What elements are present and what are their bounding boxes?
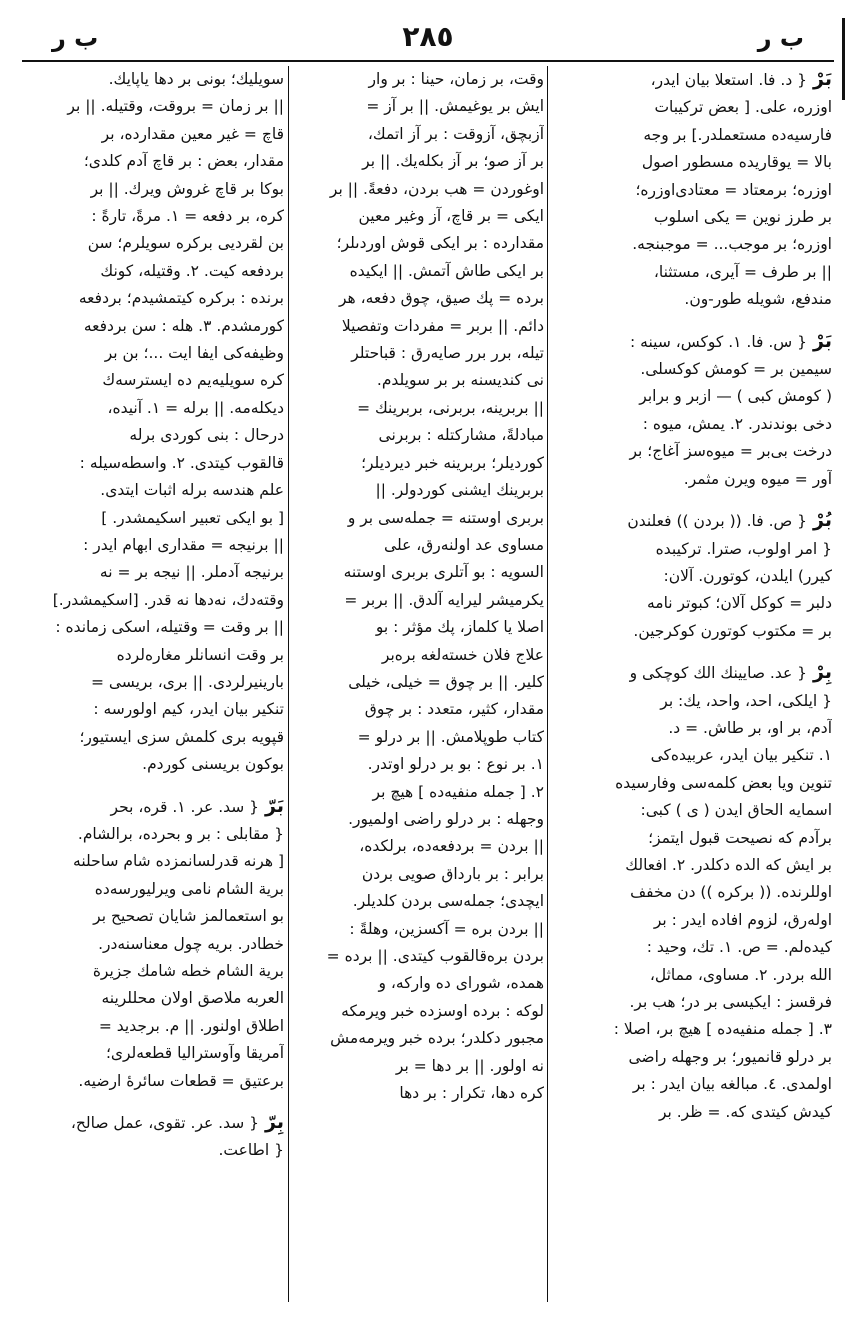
entry-line: [292, 943, 544, 970]
text-column-right: [552, 66, 832, 1302]
entry-line: [26, 505, 284, 532]
entry-text: كلير. || بر چوق = خيلى، خيلى: [348, 672, 544, 691]
entry-line: [552, 907, 832, 934]
entry-text: اصلا يا كلماز، پك مؤثر : بو: [375, 618, 544, 637]
entry-text: || بر زمان = بروقت، وقتيله. || بر: [67, 97, 284, 116]
entry-text: سويليك؛ بونى بر دها ياپايك.: [108, 70, 284, 88]
entry-text: الله بردر. ٢. مساوى، مماثل،: [649, 965, 832, 984]
entry-text: دلبر = كوكل آلان؛ كبوتر نامه: [646, 594, 832, 613]
entry-line: [292, 340, 544, 367]
entry-text: ١. بر نوع : بو بر درلو اوتدر.: [367, 755, 544, 774]
entry-text: بر = مكتوب كوتورن كوكرجين.: [633, 621, 832, 640]
entry-headword: بِرْ: [813, 661, 832, 684]
entry-line: [292, 916, 544, 943]
entry-text: ٢. [ جمله منفيه‌ده ] هيچ بر: [372, 782, 544, 801]
entry-text: تنوين ويا بعض كلمه‌سى وفارسيده: [615, 773, 832, 792]
entry-headword: بِرّ: [265, 1111, 284, 1134]
entry-line: [292, 230, 544, 257]
entry-text: نى كنديسنه بر بر سويلدم.: [376, 371, 544, 390]
entry-text: { د. فا. استعلا بيان ايدر،: [650, 71, 808, 89]
entry-line: [292, 121, 544, 148]
entry-text: وجهله : بر درلو راضى اولميور.: [348, 809, 544, 828]
entry-line: [552, 177, 832, 204]
entry-line: [26, 958, 284, 985]
entry-text: بر وقت انسانلر مغاره‌لرده: [116, 645, 284, 664]
entry-text: درخت بى‌بر = ميوه‌سز آغاج؛ بر: [629, 442, 832, 461]
entry-line: [292, 724, 544, 751]
entry-line: [26, 876, 284, 903]
entry-text: دخى بوندندر. ٢. يمش، ميوه :: [642, 414, 832, 433]
page-header: [22, 20, 834, 60]
entry-text: علم هندسه برله اثبات ايتدى.: [100, 481, 284, 500]
entry-line: [292, 888, 544, 915]
entry-text: مبادلةً، مشاركتله : بربرنى: [378, 426, 544, 445]
entry-text: { ص. فا. (( بردن )) فعلندن: [627, 512, 808, 531]
entry-line: [552, 328, 832, 356]
entry-line: [292, 148, 544, 175]
entry-text: مقدار، بعض : بر قاچ آدم كلدى؛: [83, 152, 284, 171]
entry-line: [292, 258, 544, 285]
entry-text: كيده‌لم. = ص. ١. تك، وحيد :: [646, 938, 832, 957]
entry-line: [292, 176, 544, 203]
entry-line: [292, 66, 544, 93]
entry-line: [26, 477, 284, 504]
entry-line: [26, 903, 284, 930]
entry-text: بن لقرديى بركره سويلرم؛ سن: [87, 234, 284, 253]
entry-line: [26, 532, 284, 559]
entry-text: وظيفه‌كى ايفا ايت ...؛ بن بر: [104, 344, 284, 363]
entry-text: مساوى عد اولنه‌رق، على: [384, 535, 544, 554]
entry-line: [552, 1016, 832, 1043]
entry-line: [292, 998, 544, 1025]
entry-line: [552, 94, 832, 121]
entry-line: [26, 230, 284, 257]
entry-line: [552, 715, 832, 742]
entry-text: ايش بر يوغيمش. || بر آز =: [366, 97, 544, 116]
entry-line: [26, 367, 284, 394]
entry-line: [292, 696, 544, 723]
entry-text: درحال : بنى كوردى برله: [129, 426, 284, 445]
entry-line: [552, 879, 832, 906]
entry-headword: بَرْ: [813, 329, 832, 352]
entry-line: [552, 438, 832, 465]
entry-text: بر طرز نوين = يكى اسلوب: [653, 208, 832, 227]
entry-line: [292, 367, 544, 394]
entry-text: علاج فلان خسته‌لغه بره‌بر: [381, 645, 544, 664]
header-left-label: ب ر: [52, 24, 99, 52]
entry-text: ( كومش كبى ) — ازبر و برابر: [639, 387, 832, 406]
entry-text: { ايلكى، احد، واحد، يك: بر: [660, 691, 832, 710]
entry-line: [552, 411, 832, 438]
entry-text: كره، بر دفعه = ١. مرةً، تارةً :: [91, 207, 284, 226]
entry-line: [552, 149, 832, 176]
entry-text: بردفعه كيت. ٢. وقتيله، كونك: [100, 261, 284, 280]
dictionary-entry: [26, 793, 284, 1095]
entry-line: [26, 793, 284, 821]
entry-line: [552, 1099, 832, 1126]
entry-text: مقدار، كثير، متعدد : بر چوق: [364, 700, 544, 719]
entry-text: برية الشام نامى ويرليورسه‌ده: [94, 879, 284, 898]
entry-text: بو استعمالمز شايان تصحيح بر: [93, 907, 284, 926]
entry-text: { اطاعت.: [218, 1141, 284, 1160]
entry-line: [292, 505, 544, 532]
entry-text: برية الشام خطه شامك جزيرة: [92, 962, 284, 980]
entry-text: قپويه برى كلمش‌ سزى ايستيور؛: [79, 727, 284, 746]
entry-line: [26, 203, 284, 230]
entry-text: اطلاق اولنور. || م. برجديد =: [98, 1016, 284, 1035]
entry-text: || برنيجه = مقدارى ابهام ايدر :: [83, 535, 284, 554]
entry-text: || بردن = بردفعه‌ده، برلكده،: [359, 837, 544, 856]
entry-headword: بَرْ: [813, 68, 832, 90]
entry-text: اولمدى. ٤. مبالغه بيان ايدر : بر: [632, 1075, 832, 1094]
entry-line: [26, 121, 284, 148]
entry-line: [292, 477, 544, 504]
entry-text: برآدم كه نصيحت قبول ايتمز؛: [648, 828, 832, 847]
entry-text: العربه ملاصق اولان محللرينه: [101, 989, 284, 1008]
entry-line: [552, 1071, 832, 1098]
entry-text: سيمين بر = كومش كوكسلى.: [640, 360, 832, 379]
entry-line: [292, 751, 544, 778]
dictionary-entry: [26, 1109, 284, 1165]
entry-line: [552, 688, 832, 715]
entry-line: [292, 806, 544, 833]
entry-line: [292, 559, 544, 586]
entry-text: { عد. صايينك الك كوچكى و: [629, 664, 808, 683]
entry-line: [26, 422, 284, 449]
entry-line: [292, 395, 544, 422]
entry-line: [552, 204, 832, 231]
entry-text: بر ايش كه الده دكلدر. ٢. افعالك: [625, 855, 832, 874]
entry-text: لوكه : برده اوسزده خبر ويرمكه: [341, 1001, 544, 1020]
entry-line: [552, 466, 832, 493]
entry-line: [552, 286, 832, 313]
entry-text: آزبچق، آزوقت : بر آز اتمك،: [367, 124, 544, 143]
entry-line: [292, 587, 544, 614]
entry-text: كيرر) ايلدن، كوتورن. آلان:: [663, 566, 832, 585]
entry-line: [552, 742, 832, 769]
entry-text: اولەرق، لزوم افاده ايدر : بر: [653, 910, 832, 929]
entry-line: [552, 962, 832, 989]
entry-text: يكرميشر ليرايه آلدق. || بربر =: [344, 590, 544, 609]
entry-text: { س. فا. ١. كوكس، سينه :: [630, 332, 808, 351]
entry-line: [26, 176, 284, 203]
entry-line: [26, 340, 284, 367]
entry-line: [292, 1080, 544, 1107]
entry-text: برنده : بركره كيتمشيدم؛ بردفعه: [78, 289, 284, 308]
entry-text: مقدارده : بر ايكى قوش اوردىلر؛: [336, 234, 544, 253]
entry-text: { سد. عر. تقوى، عمل صالح،: [70, 1114, 260, 1133]
entry-text: || بربرينه، بربرنى، بربرينك =: [357, 398, 544, 417]
dictionary-entry: [552, 66, 832, 314]
entry-line: [552, 356, 832, 383]
entry-text: بالا = يوقاريده مسطور اصول: [641, 153, 832, 172]
entry-text: السويه : بو آتلرى بربرى اوستنه: [343, 563, 544, 582]
entry-line: [552, 618, 832, 645]
entry-text: بربرينك ايشنى كوردولر. ||: [375, 481, 544, 500]
entry-line: [552, 1044, 832, 1071]
entry-text: اوغوردن = هب بردن، دفعةً. || بر: [329, 179, 544, 198]
entry-text: آور = ميوه ويرن مثمر.: [683, 469, 832, 488]
entry-line: [26, 821, 284, 848]
text-column-left: [26, 66, 284, 1302]
entry-text: بر آز صو؛ بر آز بكله‌يك. || بر: [362, 152, 544, 171]
entry-text: بردن بره‌قالقوب كيتدى. || برده =: [326, 947, 544, 965]
entry-text: اوزره؛ بر موجب... = موجبنجه.: [632, 235, 832, 254]
entry-text: { مقابلى : بر و بحرده، برالشام.: [77, 824, 284, 843]
entry-text: بر ايكى طاش آتمش. || ايكيده: [349, 261, 544, 280]
dictionary-entry: [292, 66, 544, 1107]
entry-line: [552, 852, 832, 879]
entry-line: [26, 559, 284, 586]
entry-text: اوزره، على. [ بعض تركيبات: [654, 98, 832, 117]
dictionary-entry: [552, 328, 832, 493]
entry-line: [292, 532, 544, 559]
entry-text: بوكا بر قاچ غروش ويرك. || بر: [90, 179, 284, 198]
entry-text: فرقسز : ايكيسى بر در؛ هب بر.: [629, 993, 832, 1011]
entry-line: [26, 258, 284, 285]
entry-headword: بُرْ: [813, 509, 832, 532]
entry-text: فارسيه‌ده مستعملدر.] بر وجه: [643, 125, 832, 144]
header-right-label: ب ر: [757, 24, 804, 52]
entry-text: وقت، بر زمان، حينا : بر وار: [368, 70, 544, 88]
column-divider: [547, 66, 548, 1302]
entry-text: اسمايه الحاق ايدن ( ى ) كبى:: [640, 801, 832, 820]
entry-text: كيدش كيتدى كه. = ظر. بر: [658, 1102, 832, 1121]
entry-text: كتاب طوپلامش. || بر درلو =: [357, 727, 544, 746]
header-rule: [22, 60, 834, 62]
entry-text: دائم. || بربر = مفردات وتفصيلا: [341, 316, 544, 335]
entry-line: [292, 285, 544, 312]
dictionary-entry: [552, 659, 832, 1126]
entry-line: [26, 931, 284, 958]
entry-text: بارينيرلردى. || برى، بريسى =: [90, 672, 284, 691]
entry-line: [552, 770, 832, 797]
entry-line: [26, 848, 284, 875]
entry-text: ايكى = بر قاچ، آز وغير معين: [358, 207, 544, 226]
entry-line: [292, 614, 544, 641]
entry-text: بر درلو قانميور؛ بر وجهله راضى: [628, 1047, 832, 1066]
entry-line: [26, 285, 284, 312]
entry-line: [26, 751, 284, 778]
entry-line: [26, 669, 284, 696]
entry-line: [552, 590, 832, 617]
entry-text: ٣. [ جمله منفيه‌ده ] هيچ بر، اصلا :: [613, 1020, 832, 1039]
entry-line: [552, 231, 832, 258]
dictionary-entry: [552, 507, 832, 645]
entry-line: [552, 259, 832, 286]
entry-line: [552, 825, 832, 852]
entry-text: مندفع، شويله طور-ون.: [684, 290, 832, 309]
entry-text: || بردن بره = آكسزين، وهلةً :: [349, 919, 544, 938]
entry-line: [26, 313, 284, 340]
entry-line: [26, 724, 284, 751]
entry-text: [ هرنه قدرلسانمزده شام ساحلنه: [73, 852, 284, 871]
entry-line: [552, 66, 832, 94]
entry-line: [292, 450, 544, 477]
entry-line: [26, 148, 284, 175]
entry-line: [552, 989, 832, 1016]
entry-text: آمريقا وآوسترالیا قطعه‌لرى؛: [105, 1044, 284, 1063]
entry-text: برنيجه آدملر. || نيجه بر = نه: [99, 563, 284, 582]
entry-line: [292, 833, 544, 860]
entry-line: [292, 642, 544, 669]
entry-line: [552, 122, 832, 149]
entry-text: اوزره؛ برمعتاد = معتادى‌اوزره؛: [635, 180, 832, 199]
entry-text: تنكير بيان ايدر، كيم اولورسه :: [93, 700, 284, 719]
entry-text: آدم، بر او، بر طاش. = د.: [668, 718, 832, 737]
entry-text: قالقوب كيتدى. ٢. واسطه‌سيله :: [79, 453, 284, 472]
page-number: ٢٨٥: [402, 20, 454, 53]
text-column-middle: [292, 66, 544, 1302]
entry-headword: بَرّ: [265, 794, 284, 817]
entry-line: [292, 93, 544, 120]
entry-line: [26, 587, 284, 614]
page-edge-mark: [842, 18, 845, 100]
entry-text: اوللرنده. (( بركره )) دن مخفف: [630, 883, 832, 902]
entry-line: [26, 93, 284, 120]
entry-line: [26, 1137, 284, 1164]
entry-text: تيله، برر برر صايه‌رق : قباحتلر: [351, 344, 544, 363]
entry-line: [552, 563, 832, 590]
entry-line: [292, 779, 544, 806]
entry-line: [292, 1053, 544, 1080]
entry-text: برعتيق = قطعات سائرهٔ ارضيه.: [78, 1071, 284, 1090]
entry-text: كره دها، تكرار : بر دها: [399, 1084, 544, 1103]
entry-line: [552, 934, 832, 961]
entry-text: همده، شوراى ده واركه، و: [378, 974, 544, 993]
entry-text: قاچ = غير معين مقدارده، بر: [101, 124, 284, 143]
entry-line: [552, 659, 832, 687]
entry-line: [26, 642, 284, 669]
entry-text: ايچدى؛ جمله‌سى بردن كلديلر.: [352, 892, 544, 911]
entry-text: كره سويليه‌يم ده ايسترسه‌ك: [102, 371, 284, 390]
entry-line: [26, 614, 284, 641]
entry-line: [26, 985, 284, 1012]
column-divider: [288, 66, 289, 1302]
entry-text: || بر طرف = آيرى، مستثنا،: [653, 262, 832, 281]
entry-text: { سد. عر. ١. قره، بحر: [110, 797, 260, 816]
dictionary-entry: [26, 66, 284, 779]
entry-line: [26, 450, 284, 477]
entry-text: خطادر. بريه چول معناسنه‌در.: [98, 934, 284, 953]
entry-line: [26, 66, 284, 93]
entry-line: [552, 797, 832, 824]
entry-text: [ بو ايكى تعبير اسكيمشدر. ]: [101, 508, 284, 527]
entry-line: [26, 696, 284, 723]
entry-line: [292, 970, 544, 997]
entry-line: [26, 1068, 284, 1095]
entry-text: ديكله‌مه. || برله = ١. آنيده،: [107, 398, 284, 417]
entry-line: [26, 1013, 284, 1040]
entry-line: [552, 383, 832, 410]
entry-text: كورديلر؛ بربرينه خبر ديرديلر؛: [361, 453, 544, 472]
entry-line: [26, 1040, 284, 1067]
entry-text: برابر : بر بارداق صويى بردن: [361, 864, 544, 883]
entry-text: ١. تنكير بيان ايدر، عربيده‌كى: [650, 746, 832, 765]
entry-text: { امر اولوب، صترا. تركيبده: [655, 539, 832, 558]
entry-text: بوكون بريسنى كوردم.: [142, 755, 284, 774]
entry-text: وقته‌دك، نه‌دها نه قدر. [اسكيمشدر.]: [52, 590, 284, 609]
entry-line: [26, 1109, 284, 1137]
entry-line: [292, 203, 544, 230]
entry-line: [292, 669, 544, 696]
entry-line: [552, 536, 832, 563]
entry-text: || بر وقت = وقتيله، اسكى زمانده :: [55, 618, 284, 637]
entry-line: [292, 422, 544, 449]
entry-text: كورمشدم. ٣. هله : سن بردفعه: [83, 316, 284, 335]
entry-text: برده = پك صيق، چوق دفعه، هر: [338, 289, 544, 308]
entry-line: [26, 395, 284, 422]
entry-line: [292, 313, 544, 340]
entry-line: [292, 861, 544, 888]
entry-line: [292, 1025, 544, 1052]
entry-text: مجبور دكلدر؛ برده خبر ويرمه‌مش: [330, 1029, 544, 1048]
entry-text: بربرى اوستنه = جمله‌سى بر و: [347, 508, 544, 527]
entry-text: نه اولور. || بر دها = بر: [395, 1056, 544, 1075]
entry-line: [552, 507, 832, 535]
